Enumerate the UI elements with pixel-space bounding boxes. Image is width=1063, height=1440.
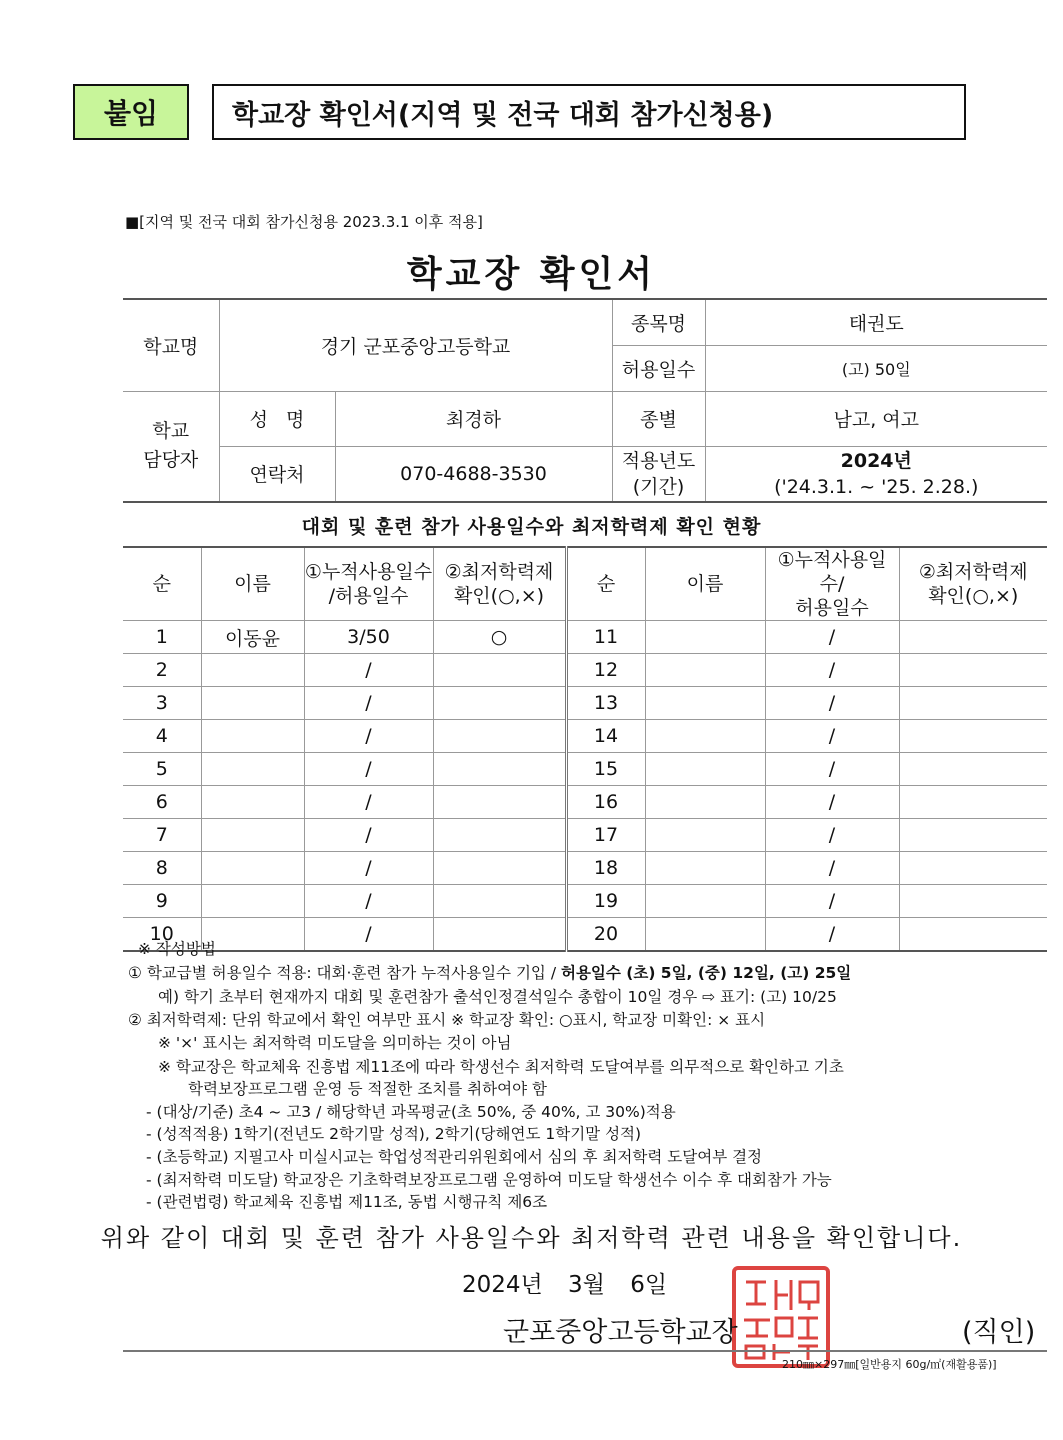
row-used-left: /: [304, 753, 433, 786]
row-no-right: 19: [566, 885, 645, 918]
row-name-left: [201, 852, 304, 885]
school-value: 경기 군포중앙고등학교: [219, 299, 612, 391]
row-check-right: [899, 720, 1047, 753]
row-check-left: [433, 654, 566, 687]
row-name-left: [201, 885, 304, 918]
col-check-right-line2: 확인(○,×): [928, 585, 1019, 607]
method-line-1: [128, 961, 851, 983]
row-no-left: 4: [123, 720, 201, 753]
row-name-left: [201, 918, 304, 952]
type-value: 남고, 여고: [705, 391, 1047, 446]
col-no-left: 순: [123, 547, 201, 621]
col-used-right-line1: ①누적사용일수/: [777, 549, 887, 595]
row-check-left: ○: [433, 621, 566, 654]
row-used-left: /: [304, 654, 433, 687]
name-label: 성 명: [219, 391, 335, 446]
col-check-left-line2: 확인(○,×): [453, 585, 545, 607]
row-no-right: 17: [566, 819, 645, 852]
row-used-left: /: [304, 720, 433, 753]
allowed-days-label: 허용일수: [612, 345, 705, 391]
row-used-right: /: [765, 654, 899, 687]
year-value: 2024년: [840, 449, 912, 472]
row-check-right: [899, 852, 1047, 885]
info-table: [123, 298, 1047, 503]
row-name-right: [645, 786, 765, 819]
method-line-8: - (성적적용) 1학기(전년도 2학기말 성적), 2학기(당해연도 1학기말 성적): [146, 1125, 642, 1143]
row-name-left: [201, 654, 304, 687]
name-value: 최경하: [335, 391, 612, 446]
row-used-right: /: [765, 621, 899, 654]
attachment-label: 붙임: [73, 84, 189, 140]
contact-label: 연락처: [219, 446, 335, 502]
paper-spec: 210㎜×297㎜[일반용지 60g/㎡(재활용품)]: [782, 1358, 997, 1371]
row-no-left: 3: [123, 687, 201, 720]
row-name-right: [645, 819, 765, 852]
table-row: [123, 654, 1047, 687]
row-check-left: [433, 753, 566, 786]
col-check-right-line1: ②최저학력제: [918, 561, 1028, 583]
seal-label: (직인): [962, 1317, 1036, 1348]
row-used-right: /: [765, 819, 899, 852]
period-range: ('24.3.1. ~ '25. 2.28.): [774, 475, 979, 498]
row-used-right: /: [765, 720, 899, 753]
applicability-note: ■[지역 및 전국 대회 참가신청용 2023.3.1 이후 적용]: [125, 213, 483, 231]
school-seal-icon: [732, 1266, 830, 1368]
row-used-left: /: [304, 819, 433, 852]
col-used-left-line2: /허용일수: [328, 585, 409, 607]
col-check-left-line1: ②최저학력제: [444, 561, 554, 583]
method-line-4: ※ '×' 표시는 최저학력 미도달을 의미하는 것이 아님: [158, 1034, 512, 1052]
col-no-right: 순: [566, 547, 645, 621]
method-line-7: - (대상/기준) 초4 ~ 고3 / 해당학년 과목평균(초 50%, 중 40%, 고 30%)적용: [146, 1103, 676, 1121]
usage-table: [123, 546, 1047, 952]
method-line-1-text: ① 학교급별 허용일수 적용: 대회·훈련 참가 누적사용일수 기입 /: [128, 964, 561, 982]
period-value: [705, 446, 1047, 502]
col-used-left-line1: ①누적사용일수: [304, 561, 433, 583]
allowed-days-value: (고) 50일: [705, 345, 1047, 391]
row-name-right: [645, 753, 765, 786]
row-check-right: [899, 819, 1047, 852]
row-check-left: [433, 687, 566, 720]
row-used-left: /: [304, 852, 433, 885]
confirmation-statement: 위와 같이 대회 및 훈련 참가 사용일수와 최저학력 관련 내용을 확인합니다.: [100, 1224, 963, 1252]
contact-value: 070-4688-3530: [335, 446, 612, 502]
usage-heading: 대회 및 훈련 참가 사용일수와 최저학력제 확인 현황: [301, 516, 762, 538]
type-label: 종별: [612, 391, 705, 446]
col-used-left: [304, 547, 433, 621]
method-line-9: - (초등학교) 지필고사 미실시교는 학업성적관리위원회에서 심의 후 최저학력 도달여부 결정: [146, 1148, 763, 1166]
row-no-right: 14: [566, 720, 645, 753]
row-name-right: [645, 720, 765, 753]
principal-name: 군포중앙고등학교장: [503, 1317, 738, 1348]
row-used-right: /: [765, 918, 899, 952]
col-used-right-line2: 허용일수: [795, 597, 869, 619]
row-no-right: 18: [566, 852, 645, 885]
row-used-left: /: [304, 885, 433, 918]
row-no-right: 20: [566, 918, 645, 952]
row-name-right: [645, 621, 765, 654]
manager-label: 학교 담당자: [123, 391, 219, 502]
row-no-left: 2: [123, 654, 201, 687]
row-check-right: [899, 885, 1047, 918]
method-heading: ※ 작성방법: [138, 940, 216, 958]
row-no-left: 5: [123, 753, 201, 786]
row-check-right: [899, 786, 1047, 819]
row-name-right: [645, 852, 765, 885]
row-used-left: /: [304, 918, 433, 952]
row-name-left: [201, 819, 304, 852]
method-line-5: ※ 학교장은 학교체육 진흥법 제11조에 따라 학생선수 최저학력 도달여부를 의무적으로 확인하고 기초: [158, 1058, 844, 1076]
row-name-left: [201, 786, 304, 819]
row-name-right: [645, 885, 765, 918]
school-label: 학교명: [123, 299, 219, 391]
row-check-right: [899, 753, 1047, 786]
row-name-left: 이동윤: [201, 621, 304, 654]
row-no-right: 11: [566, 621, 645, 654]
row-no-right: 12: [566, 654, 645, 687]
row-check-right: [899, 918, 1047, 952]
row-check-right: [899, 621, 1047, 654]
row-check-left: [433, 786, 566, 819]
row-name-left: [201, 753, 304, 786]
row-used-right: /: [765, 687, 899, 720]
col-name-left: 이름: [201, 547, 304, 621]
document-title: 학교장 확인서: [406, 254, 657, 295]
row-no-right: 15: [566, 753, 645, 786]
row-used-left: /: [304, 687, 433, 720]
table-row: [123, 621, 1047, 654]
period-label: [612, 446, 705, 502]
col-check-left: [433, 547, 566, 621]
method-line-2: 예) 학기 초부터 현재까지 대회 및 훈련참가 출석인정결석일수 총합이 10일 경우 ⇨ 표기: (고) 10/25: [158, 988, 837, 1006]
row-check-left: [433, 885, 566, 918]
row-used-right: /: [765, 753, 899, 786]
method-line-1-bold: 허용일수 (초) 5일, (중) 12일, (고) 25일: [560, 964, 852, 982]
row-used-right: /: [765, 852, 899, 885]
row-no-left: 7: [123, 819, 201, 852]
bottom-divider: [123, 1350, 1047, 1352]
table-row: [123, 786, 1047, 819]
row-name-left: [201, 687, 304, 720]
table-row: [123, 852, 1047, 885]
row-used-right: /: [765, 885, 899, 918]
row-no-right: 13: [566, 687, 645, 720]
table-row: [123, 819, 1047, 852]
row-used-right: /: [765, 786, 899, 819]
period-label-line2: (기간): [632, 475, 685, 498]
form-title: 학교장 확인서(지역 및 전국 대회 참가신청용): [212, 84, 966, 140]
col-name-right: 이름: [645, 547, 765, 621]
row-name-left: [201, 720, 304, 753]
table-row: [123, 753, 1047, 786]
table-row: [123, 918, 1047, 952]
row-used-left: 3/50: [304, 621, 433, 654]
method-line-11: - (관련법령) 학교체육 진흥법 제11조, 동법 시행규칙 제6조: [146, 1193, 548, 1211]
row-no-left: 6: [123, 786, 201, 819]
row-check-left: [433, 852, 566, 885]
issue-date: 2024년 3월 6일: [462, 1272, 668, 1298]
row-check-right: [899, 687, 1047, 720]
table-row: [123, 687, 1047, 720]
method-line-10: - (최저학력 미도달) 학교장은 기초학력보장프로그램 운영하여 미도달 학생선수 이수 후 대회참가 가능: [146, 1171, 832, 1189]
event-value: 태권도: [705, 299, 1047, 345]
row-check-left: [433, 819, 566, 852]
row-no-left: 9: [123, 885, 201, 918]
row-check-right: [899, 654, 1047, 687]
col-check-right: [899, 547, 1047, 621]
table-row: [123, 885, 1047, 918]
col-used-right: [765, 547, 899, 621]
method-line-6: 학력보장프로그램 운영 등 적절한 조치를 취하여야 함: [188, 1080, 547, 1098]
event-label: 종목명: [612, 299, 705, 345]
row-name-right: [645, 918, 765, 952]
row-check-left: [433, 918, 566, 952]
row-no-left: 10: [123, 918, 201, 952]
period-label-line1: 적용년도: [621, 449, 696, 472]
row-no-right: 16: [566, 786, 645, 819]
row-no-left: 8: [123, 852, 201, 885]
row-name-right: [645, 654, 765, 687]
table-row: [123, 720, 1047, 753]
row-no-left: 1: [123, 621, 201, 654]
method-line-3: ② 최저학력제: 단위 학교에서 확인 여부만 표시 ※ 학교장 확인: ○표시, 학교장 미확인: × 표시: [128, 1011, 766, 1029]
row-used-left: /: [304, 786, 433, 819]
row-check-left: [433, 720, 566, 753]
row-name-right: [645, 687, 765, 720]
